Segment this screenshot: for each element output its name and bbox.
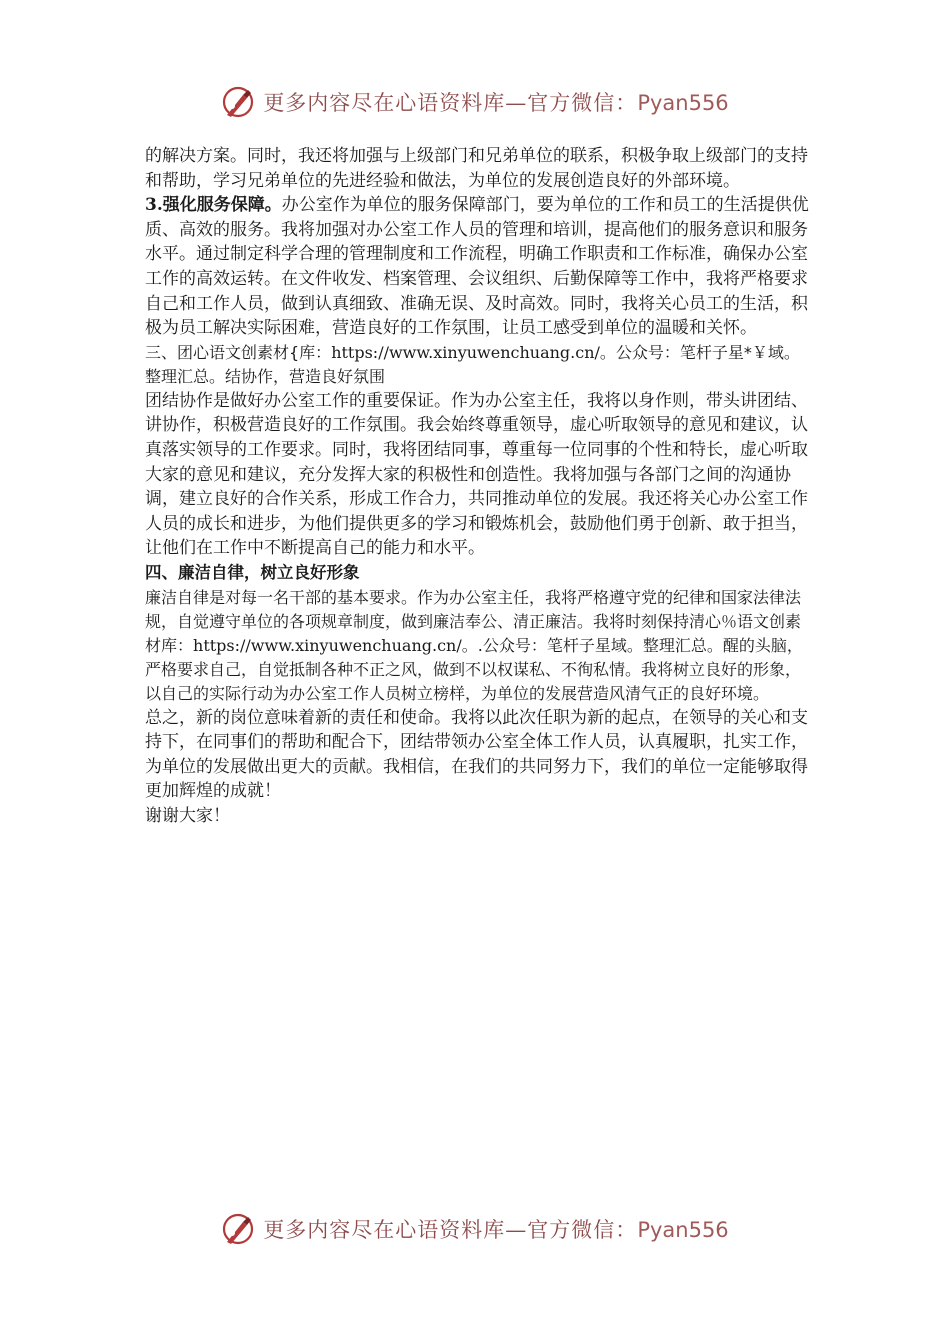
section-3-heading-a: 三、团心语文创素材{库： (145, 342, 332, 362)
service-heading: 3.强化服务保障。 (145, 195, 282, 216)
integrity-a: 廉洁自律是对每一名干部的基本要求。作为办公室主任，我将严格遵守党的纪律和国家法律法规，自觉遵守单位的各项规章制度，做到廉洁奉公、清正廉洁。我将时刻保持清心％语文创素材库： (145, 587, 802, 655)
section-3-heading-b: 。公众号：笔杆子星*￥域。整理汇总。结协作，营造良好氛围 (145, 342, 800, 386)
banner-text (263, 87, 728, 117)
wechat-id: Pyan556 (637, 1218, 729, 1242)
integrity-url: https://www.xinyuwenchuang.cn/ (193, 635, 462, 655)
paragraph-conclusion: 总之，新的岗位意味着新的责任和使命。我将以此次任职为新的起点，在领导的关心和支持下，在同事们的帮助和配合下，团结带领办公室全体工作人员，认真履职，扎实工作，为单位的发展做出更大的贡献。我相信，在我们的共同努力下，我们的单位一定能够取得更加辉煌的成就！ (145, 707, 808, 802)
wechat-id: Pyan556 (637, 91, 729, 115)
banner-label: 更多内容尽在心语资料库—官方微信： (263, 91, 638, 115)
document-body (145, 144, 810, 828)
section-3-heading (145, 341, 810, 389)
paragraph-thanks: 谢谢大家！ (145, 805, 230, 826)
footer-banner (0, 1209, 950, 1249)
banner-text (263, 1214, 728, 1244)
section-3-url: https://www.xinyuwenchuang.cn/ (331, 342, 600, 362)
paragraph-integrity (145, 586, 810, 706)
service-body: 办公室作为单位的服务保障部门，要为单位的工作和员工的生活提供优质、高效的服务。我将加强对办公室工作人员的管理和培训，提高他们的服务意识和服务水平。通过制定科学合理的管理制度和工作流程，明确工作职责和工作标准，确保办公室工作的高效运转。在文件收发、档案管理、会议组织、后勤保障等工作中，我将严格要求自己和工作人员，做到认真细致、准确无误、及时高效。同时，我将关心员工的生活，积极为员工解决实际困难，营造良好的工作氛围，让员工感受到单位的温暖和关怀。 (145, 195, 809, 339)
paragraph-service (145, 193, 810, 341)
pen-circle-logo-icon (221, 1212, 255, 1246)
paragraph-1: 的解决方案。同时，我还将加强与上级部门和兄弟单位的联系，积极争取上级部门的支持和帮助，学习兄弟单位的先进经验和做法，为单位的发展创造良好的外部环境。 (145, 146, 808, 191)
integrity-b: 。.公众号：笔杆子星域。整理汇总。醒的头脑，严格要求自己，自觉抵制各种不正之风，做到不以权谋私、不徇私情。我将树立良好的形象，以自己的实际行动为办公室工作人员树立榜样，为单位的发展营造风清气正的良好环境。 (145, 635, 803, 703)
paragraph-teamwork: 团结协作是做好办公室工作的重要保证。作为办公室主任，我将以身作则，带头讲团结、讲协作，积极营造良好的工作氛围。我会始终尊重领导，虚心听取领导的意见和建议，认真落实领导的工作要求。同时，我将团结同事，尊重每一位同事的个性和特长，虚心听取大家的意见和建议，充分发挥大家的积极性和创造性。我将加强与各部门之间的沟通协调，建立良好的合作关系，形成工作合力，共同推动单位的发展。我还将关心办公室工作人员的成长和进步，为他们提供更多的学习和锻炼机会，鼓励他们勇于创新、敢于担当，让他们在工作中不断提高自己的能力和水平。 (145, 390, 808, 559)
section-4-heading: 四、廉洁自律，树立良好形象 (145, 562, 360, 582)
pen-circle-logo-icon (221, 85, 255, 119)
banner-label: 更多内容尽在心语资料库—官方微信： (263, 1218, 638, 1242)
header-banner (0, 82, 950, 122)
